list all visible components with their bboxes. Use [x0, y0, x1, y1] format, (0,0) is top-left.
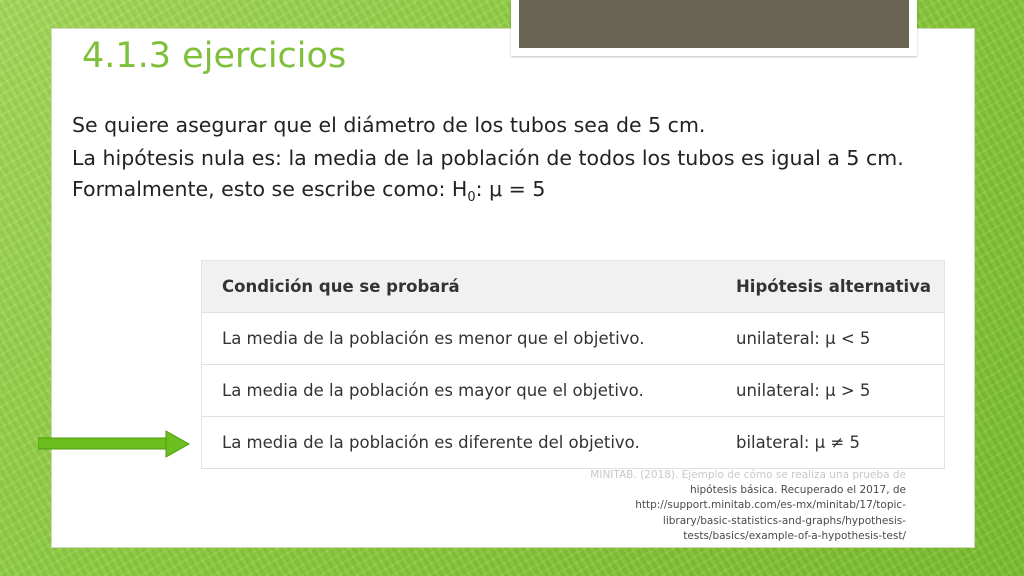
- condition-cell: La media de la población es menor que el objetivo.: [202, 313, 723, 365]
- paragraph-null-hypothesis: [72, 143, 952, 213]
- table-row: [202, 417, 945, 469]
- citation-line: hipótesis básica. Recuperado el 2017, de: [689, 484, 906, 497]
- paragraph-diameter: Se quiere asegurar que el diámetro de los tubos sea de 5 cm.: [72, 113, 706, 137]
- right-arrow-icon: [38, 430, 190, 458]
- null-hypothesis-formula: : μ = 5: [475, 177, 546, 201]
- citation-url-line: tests/basics/example-of-a-hypothesis-test/: [683, 529, 906, 542]
- condition-cell: La media de la población es mayor que el objetivo.: [202, 365, 723, 417]
- table-header-row: [202, 261, 945, 313]
- slide-body: [72, 110, 952, 215]
- header-condition: Condición que se probará: [202, 261, 723, 313]
- photo-frame: [511, 0, 917, 56]
- condition-cell: La media de la población es diferente del objetivo.: [202, 417, 723, 469]
- subscript-zero: 0: [467, 190, 476, 206]
- citation-url-line: http://support.minitab.com/es-mx/minitab/17/topic-: [635, 499, 906, 512]
- photo-placeholder: [519, 0, 909, 48]
- citation-line: MINITAB. (2018). Ejemplo de cómo se realiza una prueba de: [590, 469, 906, 481]
- alternative-cell: unilateral: μ < 5: [722, 313, 945, 365]
- alternative-cell: unilateral: μ > 5: [722, 365, 945, 417]
- slide-title: 4.1.3 ejercicios: [82, 36, 347, 76]
- hypothesis-table: [201, 260, 945, 469]
- alternative-cell: bilateral: μ ≠ 5: [722, 417, 945, 469]
- null-hypothesis-text: La hipótesis nula es: la media de la población de todos los tubos es igual a 5 cm. Formalmente, esto se escribe como: H: [72, 146, 904, 201]
- header-alternative: Hipótesis alternativa: [722, 261, 945, 313]
- table-row: [202, 313, 945, 365]
- table-row: [202, 365, 945, 417]
- citation-url-line: library/basic-statistics-and-graphs/hypothesis-: [662, 514, 906, 527]
- citation: [520, 468, 906, 544]
